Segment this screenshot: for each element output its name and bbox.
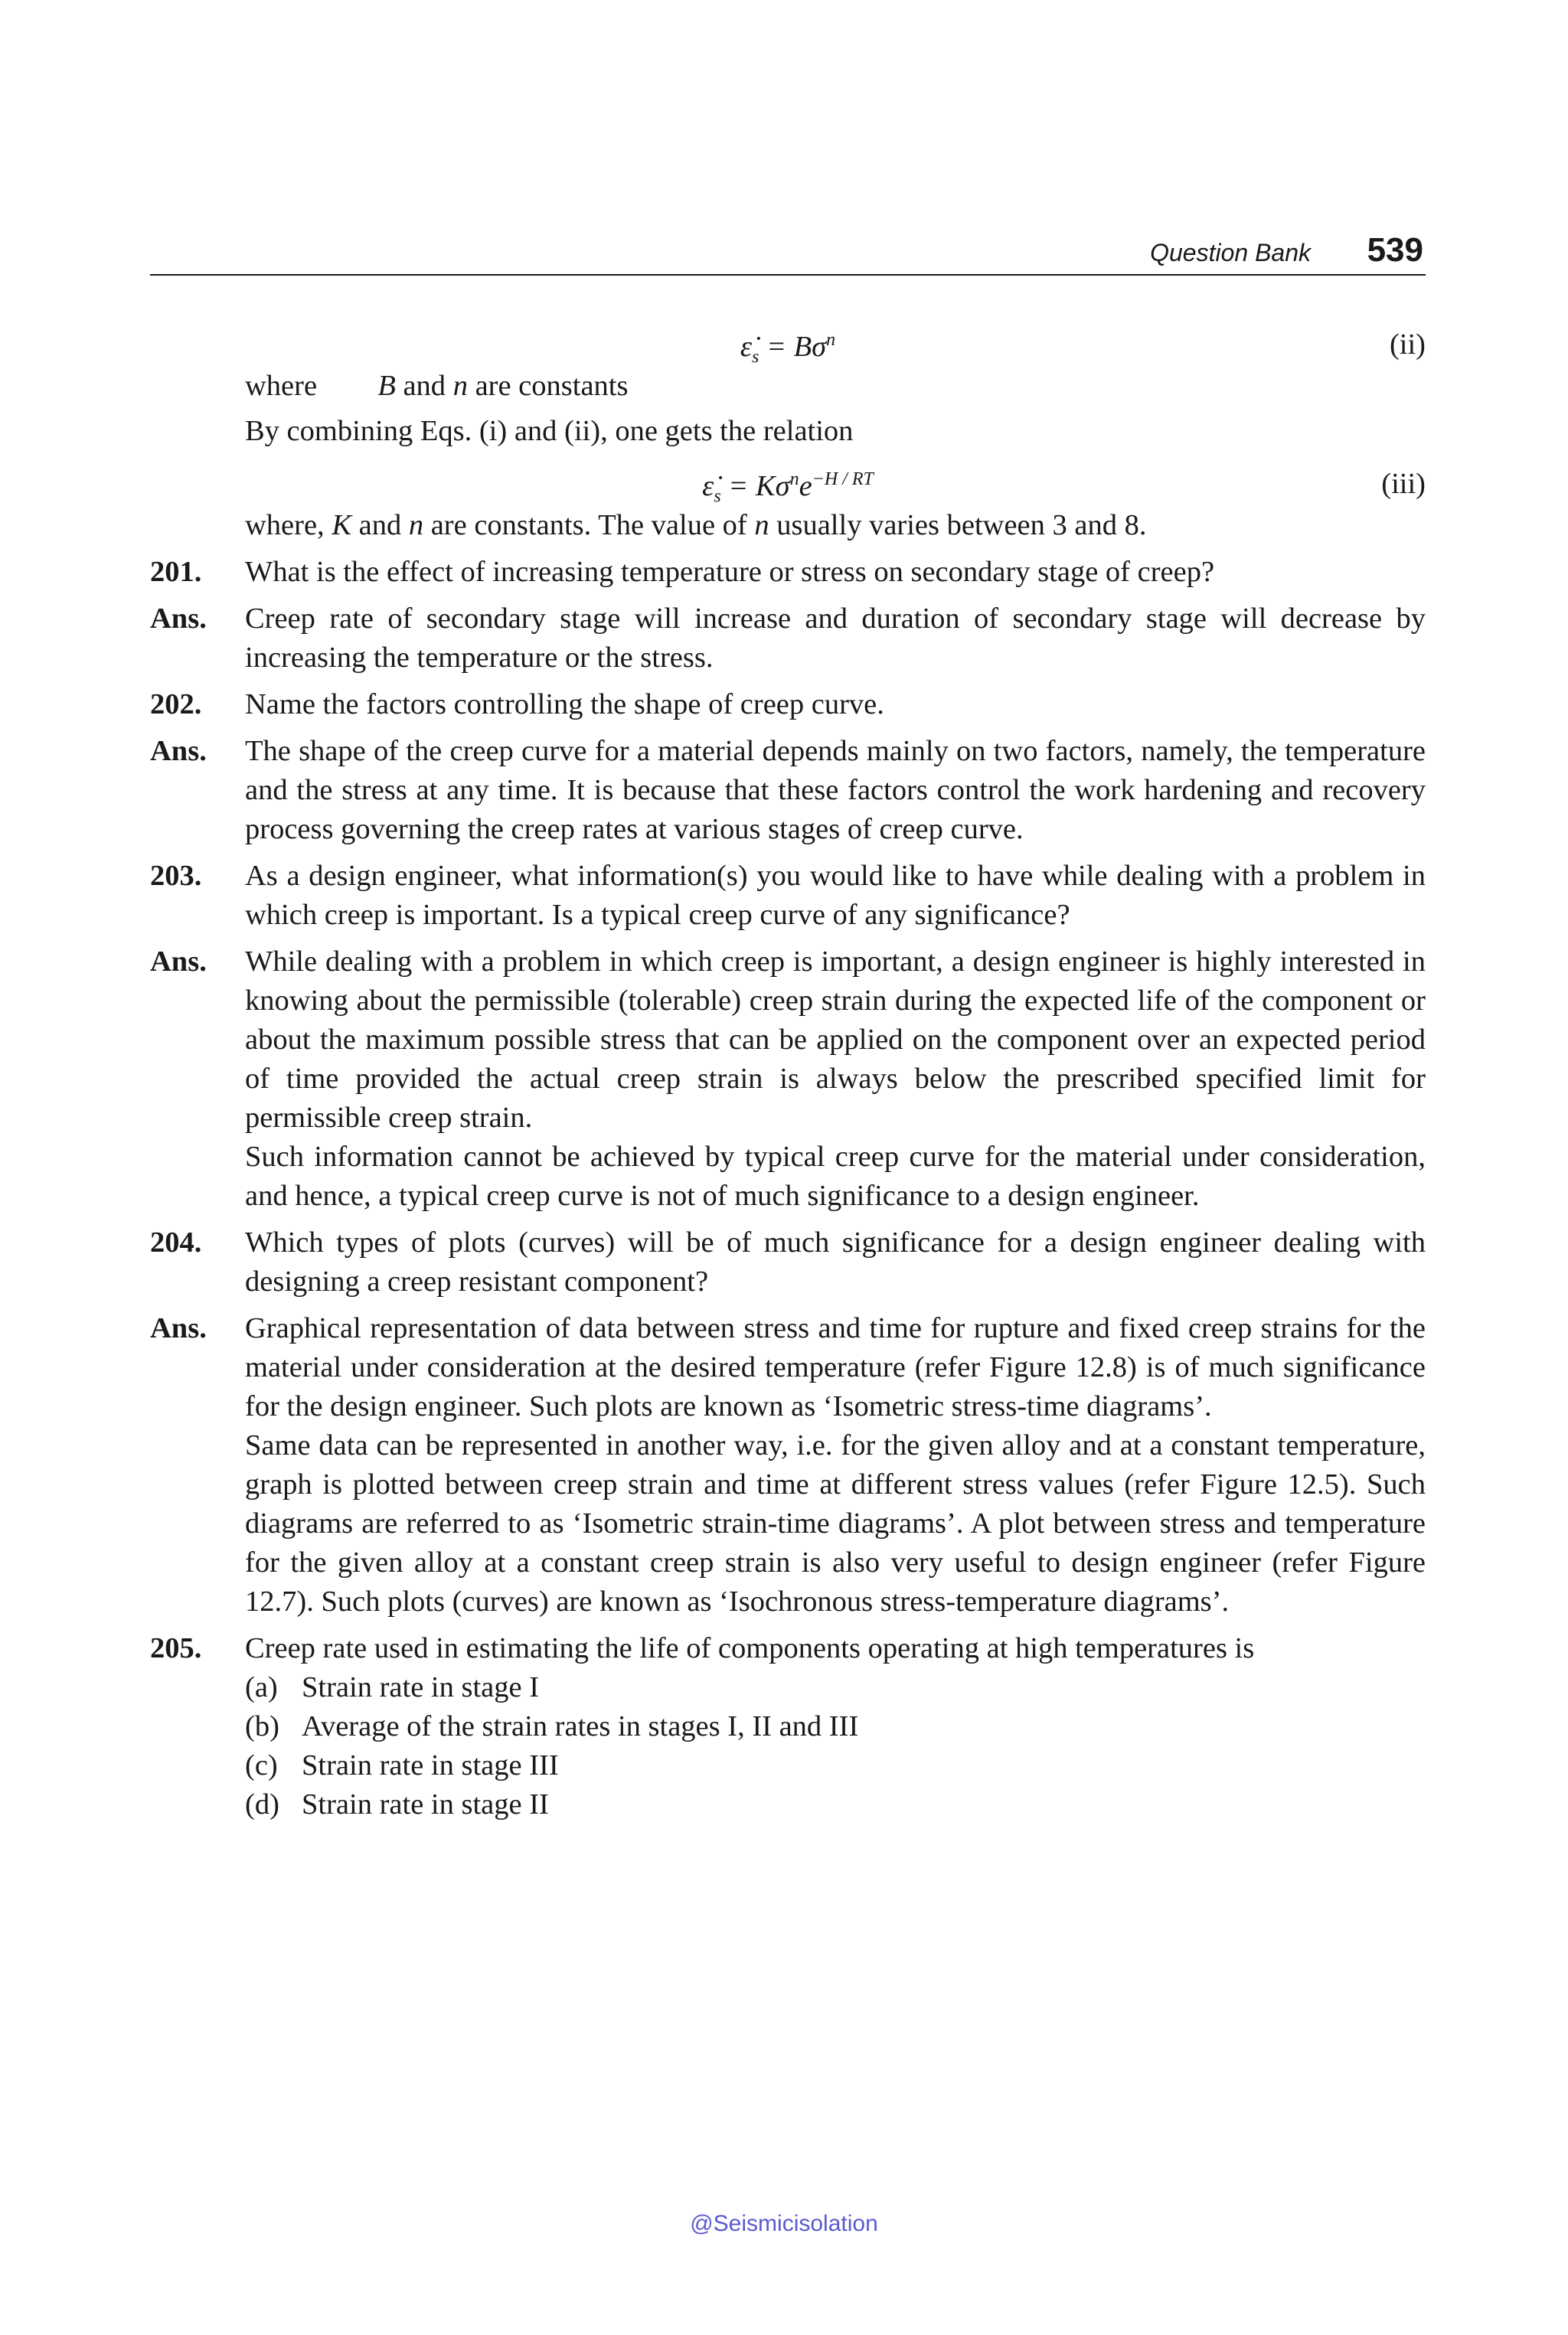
answer-label: Ans. (150, 1312, 207, 1344)
answer-201 (150, 599, 1426, 678)
answer-203 (150, 942, 1426, 1216)
equation-iii (150, 457, 1426, 506)
question-203 (150, 857, 1426, 935)
page-body (150, 318, 1426, 1824)
answer-paragraph: Graphical representation of data between stress and time for rupture and fixed creep strains for the material under consideration at the desired temperature (refer Figure 12.8) is of much significance for the design engineer. Such plots are known as ‘Isometric stress-time diagrams’. (245, 1312, 1426, 1422)
answer-paragraph: Same data can be represented in another way, i.e. for the given alloy and at a constant temperature, graph is plotted between creep strain and time at different stress values (refer Figure 12.5). Such diagrams are referred to as ‘Isometric strain-time diagrams’. A plot between stress and temperature for the given alloy at a constant creep strain is also very useful to design engineer (refer Figure 12.7). Such plots (curves) are known as ‘Isochronous stress-temperature diagrams’. (245, 1429, 1426, 1618)
where-b-text: B and n are constants (377, 370, 629, 402)
equation-iii-expr: $\varepsiloṅ_s = K\sigma^ne^{-H / RT}$ (702, 469, 874, 507)
question-number: 204. (150, 1226, 202, 1259)
option-text: Strain rate in stage II (302, 1788, 549, 1821)
question-text: What is the effect of increasing temperature or stress on secondary stage of creep? (245, 556, 1215, 588)
answer-202 (150, 732, 1426, 849)
page-number: 539 (1367, 231, 1423, 269)
option-a (245, 1668, 1426, 1707)
question-202 (150, 685, 1426, 724)
answer-paragraph: The shape of the creep curve for a material depends mainly on two factors, namely, the temperature and the stress at any time. It is because that these factors control the work hardening and recovery process governing the creep rates at various stages of creep curve. (245, 735, 1426, 845)
question-text: Name the factors controlling the shape of creep curve. (245, 688, 884, 720)
answer-paragraph: Such information cannot be achieved by typical creep curve for the material under consideration, and hence, a typical creep curve is not of much significance to a design engineer. (245, 1141, 1426, 1212)
answer-label: Ans. (150, 603, 207, 635)
where-k-line: where, K and n are constants. The value of n usually varies between 3 and 8. (245, 509, 1147, 541)
watermark: @Seismicisolation (690, 2211, 878, 2236)
option-text: Average of the strain rates in stages I, II and III (302, 1710, 859, 1742)
question-number: 201. (150, 556, 202, 588)
running-title: Question Bank (1150, 239, 1311, 266)
where-word: where (245, 370, 318, 402)
option-b (245, 1707, 1426, 1746)
question-201 (150, 553, 1426, 592)
answer-label: Ans. (150, 735, 207, 767)
answer-204 (150, 1309, 1426, 1621)
question-text: Creep rate used in estimating the life of components operating at high temperatures is (245, 1632, 1255, 1664)
equation-ii-tag: (ii) (1389, 328, 1426, 361)
option-label: (a) (245, 1671, 278, 1703)
question-number: 203. (150, 860, 202, 892)
option-label: (d) (245, 1788, 279, 1821)
answer-label: Ans. (150, 945, 207, 978)
equation-ii-expr: $\varepsiloṅ_s = B\sigma^n$ (740, 330, 836, 367)
header-rule (150, 274, 1426, 276)
answer-paragraph: Creep rate of secondary stage will increase and duration of secondary stage will decrease by increasing the temperature or the stress. (245, 603, 1426, 674)
answer-paragraph: While dealing with a problem in which creep is important, a design engineer is highly interested in knowing about the permissible (tolerable) creep strain during the expected life of the component or about the maximum possible stress that can be applied on the component over an expected period of time provided the actual creep strain is always below the prescribed specified limit for permissible creep strain. (245, 945, 1426, 1134)
option-text: Strain rate in stage I (302, 1671, 540, 1703)
equation-iii-tag: (iii) (1381, 468, 1426, 500)
option-label: (c) (245, 1749, 278, 1781)
option-text: Strain rate in stage III (302, 1749, 559, 1781)
option-label: (b) (245, 1710, 279, 1742)
qa-list (150, 553, 1426, 1621)
question-text: Which types of plots (curves) will be of much significance for a design engineer dealing with designing a creep resistant component? (245, 1226, 1426, 1298)
combining-line: By combining Eqs. (i) and (ii), one gets the relation (245, 415, 854, 447)
question-205 (150, 1629, 1426, 1668)
option-d (245, 1785, 1426, 1824)
equation-ii (150, 318, 1426, 367)
option-c (245, 1746, 1426, 1785)
question-number: 202. (150, 688, 202, 720)
question-number: 205. (150, 1632, 202, 1664)
question-text: As a design engineer, what information(s) you would like to have while dealing with a problem in which creep is important. Is a typical creep curve of any significance? (245, 860, 1426, 931)
question-204 (150, 1223, 1426, 1301)
options-list (150, 1668, 1426, 1824)
